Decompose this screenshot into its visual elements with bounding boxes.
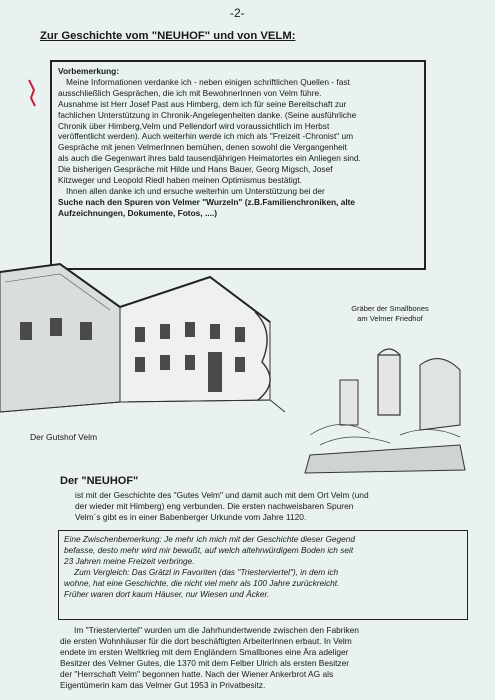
interlude-line: Zum Vergleich: Das Grätzl in Favoriten (das "Triesterviertel"), in dem ich	[74, 566, 339, 577]
interlude-line: Eine Zwischenbemerkung: Je mehr ich mich mit der Geschichte dieser Gegend	[64, 534, 355, 544]
preface-line: als auch die Gegenwart ihres bald tausendjährigen Heimatortes ein Anliegen sind.	[58, 153, 361, 164]
page-heading	[40, 30, 340, 42]
preface-line: fachlichen Unterstützung in Chronik-Angelegenheiten danke. (Seine ausführliche	[58, 109, 357, 120]
interlude-box	[58, 530, 468, 620]
preface-line: Chronik über Himberg,Velm und Pellendorf wird voraussichtlich im Herbst	[58, 120, 330, 131]
preface-line: Aufzeichnungen, Dokumente, Fotos, ....)	[58, 207, 217, 218]
preface-line: Kitzweger und Leopold Riedl haben meinen Optimismus bestätigt.	[58, 175, 302, 186]
final-line: Besitzer des Velmer Gutes, die 1370 mit dem Felber Ulrich als ersten Besitzer	[60, 657, 350, 668]
final-line: die ersten Wohnhäuser für die dort beschäftigten ArbeiterInnen erbaut. In Velm	[60, 635, 352, 646]
neuhof-title: Der "NEUHOF"	[60, 475, 139, 487]
neuhof-line: Velm´s gibt es in einer Babenberger Urkunde vom Jahre 1120.	[75, 512, 307, 522]
interlude-line: wohne, hat eine Geschichte, die nicht viel mehr als 100 Jahre zurückreicht.	[64, 577, 340, 588]
final-line: der "Herrschaft Velm" begonnen hatte. Nach der Wiener Ankerbrot AG als	[60, 668, 334, 679]
preface-label: Vorbemerkung:	[58, 66, 120, 76]
neuhof-line: der wieder mit Himberg) eng verbunden. Die ersten nachweisbaren Spuren	[75, 501, 354, 511]
graves-illustration	[300, 335, 470, 475]
final-line: Im "Triesterviertel" wurden um die Jahrhundertwende zwischen den Fabriken	[74, 625, 359, 635]
final-paragraph	[60, 625, 470, 690]
graeber-caption-line: am Velmer Friedhof	[357, 314, 423, 323]
final-line: endete im ersten Weltkrieg mit dem Engländern Smallbones eine Ära adeliger	[60, 646, 349, 657]
preface-box	[50, 60, 426, 270]
red-pen-mark	[26, 78, 38, 108]
final-line: Eigentümerin kam das Velmer Gut 1953 in Privatbesitz.	[60, 679, 266, 690]
neuhof-line: ist mit der Geschichte des "Gutes Velm" und damit auch mit dem Ort Velm (und	[75, 490, 369, 500]
interlude-line: befasse, desto mehr wird mir bewußt, auf welch altehrwürdigem Boden ich seit	[64, 544, 354, 555]
preface-line: Ihnen allen danke ich und ersuche weiterhin um Unterstützung bei der	[66, 185, 325, 196]
interlude-line: Früher waren dort kaum Häuser, nur Wiesen und Äcker.	[64, 588, 270, 599]
preface-line: Die bisherigen Gespräche mit Hilde und Hans Bauer, Georg Migsch, Josef	[58, 164, 333, 175]
preface-line: ausschließlich Gesprächen, die ich mit BewohnerInnen von Velm führe.	[58, 87, 322, 98]
preface-line: Suche nach den Spuren von Velmer "Wurzeln" (z.B.Familienchroniken, alte	[58, 196, 356, 207]
preface-line: Ausnahme ist Herr Josef Past aus Himberg, dem ich für seine Bereitschaft zur	[58, 98, 347, 109]
gutshof-caption: Der Gutshof Velm	[30, 432, 98, 442]
preface-line: Meine Informationen verdanke ich - neben einigen schriftlichen Quellen - fast	[66, 76, 350, 87]
interlude-line: 23 Jahren meine Freizeit verbringe.	[64, 555, 195, 566]
gutshof-illustration	[0, 252, 285, 420]
neuhof-paragraph	[75, 490, 470, 523]
graeber-caption	[340, 304, 440, 324]
preface-line: veröffentlicht werden). Auch weiterhin werde ich mich als "Freizeit -Chronist" um	[58, 131, 354, 142]
page-number: -2-	[230, 6, 245, 20]
preface-line: Gespräche mit jenen VelmerInnen bemühen, denen sowohl die Vergangenheit	[58, 142, 347, 153]
heading-text: Zur Geschichte vom "NEUHOF" und von VELM:	[40, 30, 296, 42]
graeber-caption-line: Gräber der Smallbones	[351, 304, 429, 313]
